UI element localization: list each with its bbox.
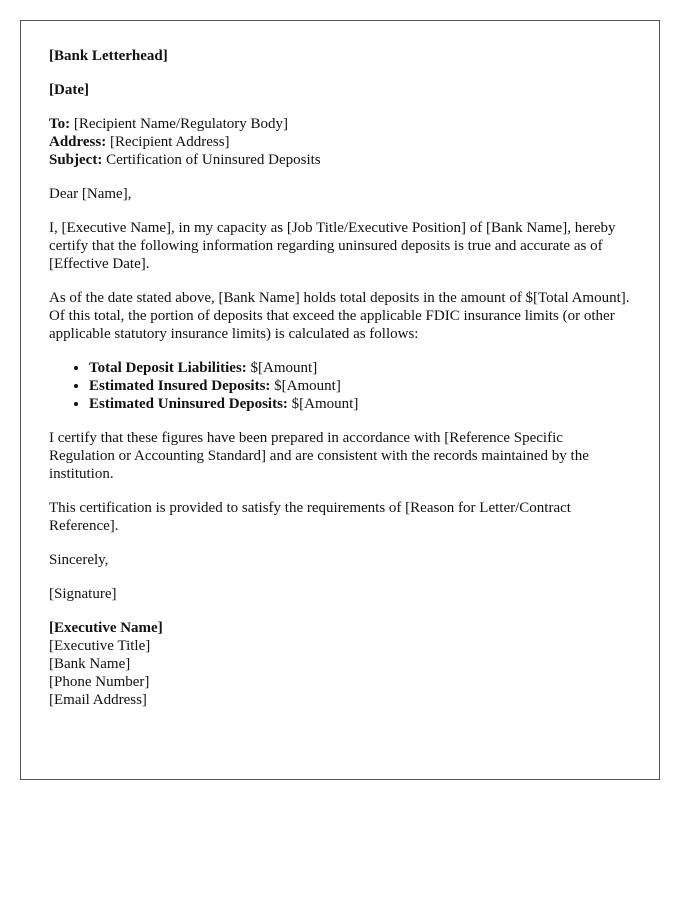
address-line xyxy=(49,133,631,151)
paragraph-compliance: I certify that these figures have been prepared in accordance with [Reference Specific Regulation or Accounting Standard] and are consistent with the records maintained by the institution. xyxy=(49,430,589,482)
letter-date: [Date] xyxy=(49,82,89,98)
address-value: [Recipient Address] xyxy=(106,134,230,150)
to-label: To: xyxy=(49,116,71,132)
signer-email: [Email Address] xyxy=(49,692,147,708)
recipient-block xyxy=(49,115,631,169)
address-label: Address: xyxy=(49,134,107,150)
list-item xyxy=(89,395,631,413)
to-value: [Recipient Name/Regulatory Body] xyxy=(70,116,288,132)
closing: Sincerely, xyxy=(49,552,109,568)
signer-name: [Executive Name] xyxy=(49,620,163,636)
bank-letterhead: [Bank Letterhead] xyxy=(49,48,168,64)
list-item xyxy=(89,377,631,395)
signer-title: [Executive Title] xyxy=(49,638,151,654)
item-label: Total Deposit Liabilities: xyxy=(89,360,247,376)
item-value: $[Amount] xyxy=(287,396,359,412)
to-line xyxy=(49,115,631,133)
signer-block xyxy=(49,619,631,709)
subject-value: Certification of Uninsured Deposits xyxy=(102,152,321,168)
subject-line xyxy=(49,151,631,169)
signer-bank: [Bank Name] xyxy=(49,656,131,672)
paragraph-purpose: This certification is provided to satisfy the requirements of [Reason for Letter/Contract Reference]. xyxy=(49,500,571,534)
letter-page xyxy=(20,20,660,780)
item-value: $[Amount] xyxy=(270,378,341,394)
subject-label: Subject: xyxy=(49,152,103,168)
salutation: Dear [Name], xyxy=(49,186,132,202)
item-label: Estimated Insured Deposits: xyxy=(89,378,271,394)
list-item xyxy=(89,359,631,377)
signer-phone: [Phone Number] xyxy=(49,674,150,690)
paragraph-deposits: As of the date stated above, [Bank Name] holds total deposits in the amount of $[Total Amount]. Of this total, the portion of deposits that exceed the applicable FDIC insurance limits (or other applicable statutory insurance limits) is calculated as follows: xyxy=(49,290,630,342)
paragraph-certification: I, [Executive Name], in my capacity as [Job Title/Executive Position] of [Bank Name], hereby certify that the following information regarding uninsured deposits is true and accurate as of [Effective Date]. xyxy=(49,220,616,272)
item-value: $[Amount] xyxy=(246,360,318,376)
signature-placeholder: [Signature] xyxy=(49,586,117,602)
deposit-list xyxy=(49,359,631,413)
item-label: Estimated Uninsured Deposits: xyxy=(89,396,288,412)
